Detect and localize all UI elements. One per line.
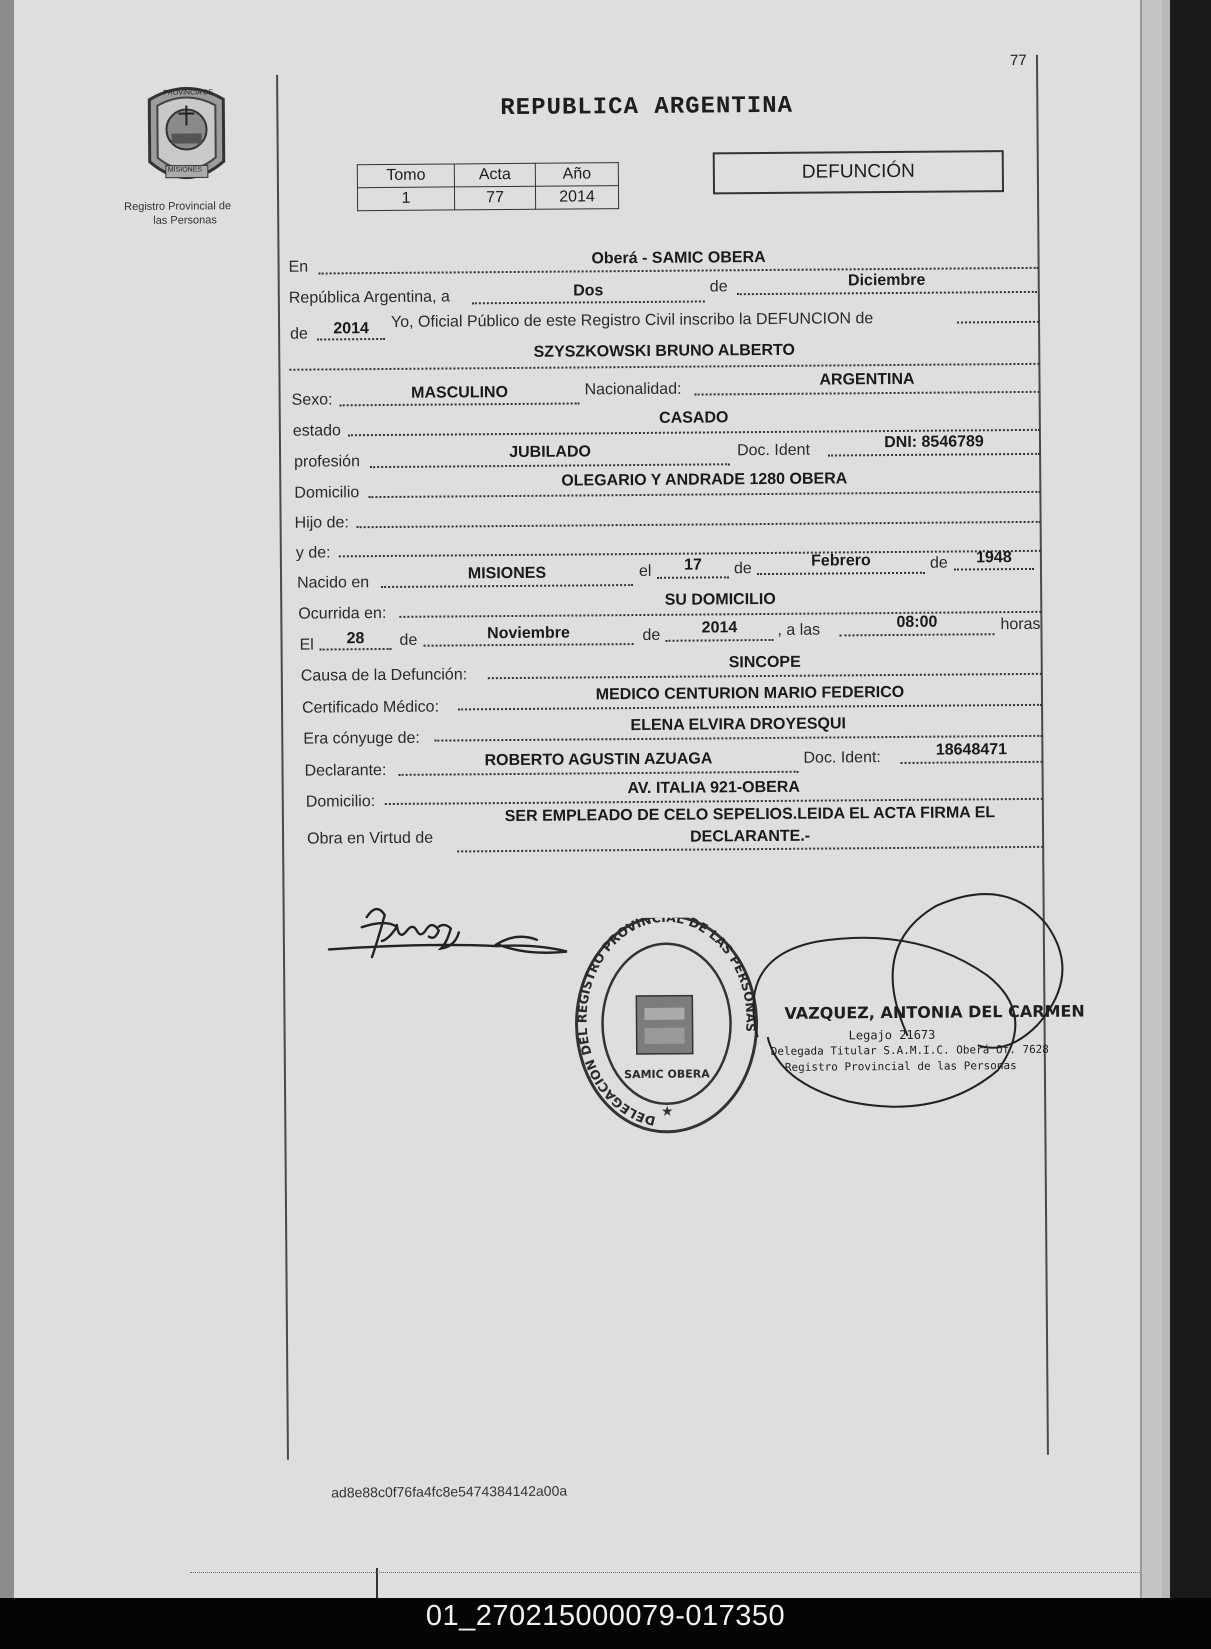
label-en: En (288, 258, 309, 276)
table-header-tomo: Tomo (357, 164, 454, 188)
dots-doc-2 (900, 761, 1042, 764)
left-margin-line (276, 75, 289, 1460)
dots-nac-dia (657, 576, 729, 579)
province-seal (135, 81, 238, 197)
stamp-ring-text: DELEGACIÓN DEL REGISTRO PROVINCIAL DE LAS PERSONAS (574, 917, 759, 1129)
official-role: Delegada Titular S.A.M.I.C. Oberá Of. 7628 (770, 1042, 1049, 1058)
official-office: Registro Provincial de las Personas (784, 1059, 1017, 1074)
value-sexo: MASCULINO (411, 384, 509, 402)
document-hash: ad8e88c0f76fa4fc8e5474384142a00a (331, 1482, 568, 1501)
dots-nac-mes (757, 572, 925, 575)
label-alas: , a las (777, 621, 821, 639)
value-def-mes: Noviembre (487, 624, 570, 643)
value-ocurrida: SU DOMICILIO (664, 590, 776, 609)
value-obra-1: SER EMPLEADO DE CELO SEPELIOS.LEIDA EL ACTA FIRMA EL (504, 804, 996, 826)
dots-declarante (399, 771, 799, 776)
official-legajo: Legajo 21673 (848, 1027, 936, 1043)
label-republica: República Argentina, a (288, 288, 450, 307)
label-doc-2: Doc. Ident: (803, 749, 881, 767)
value-doc: DNI: 8546789 (884, 433, 984, 452)
seal-text-bottom: MISIONES (167, 166, 203, 174)
bottom-dotted-line (190, 1572, 1140, 1573)
dots-nac-anio (954, 568, 1034, 571)
label-el: el (638, 562, 652, 581)
table-value-anio: 2014 (535, 186, 618, 210)
value-anio: 2014 (333, 320, 369, 338)
value-def-dia: 28 (346, 630, 365, 648)
value-declarante: ROBERTO AGUSTIN AZUAGA (484, 750, 713, 770)
value-dia: Dos (573, 282, 604, 300)
value-estado: CASADO (659, 409, 729, 427)
label-nacionalidad: Nacionalidad: (584, 380, 682, 399)
value-nac-dia: 17 (683, 556, 702, 574)
value-certificado: MEDICO CENTURION MARIO FEDERICO (595, 683, 905, 704)
dots-certificado (458, 704, 1042, 711)
dots-nacionalidad (695, 391, 1040, 396)
label-domicilio: Domicilio (294, 484, 360, 502)
value-nombre: SZYSZKOWSKI BRUNO ALBERTO (533, 341, 795, 361)
label-horas: horas (1000, 615, 1041, 634)
value-nac-mes: Febrero (811, 552, 871, 570)
label-de-3: de (733, 560, 752, 578)
dots-def-anio (666, 639, 774, 642)
svg-text:★: ★ (660, 1102, 674, 1119)
value-causa: SINCOPE (728, 653, 801, 672)
label-certificado: Certificado Médico: (301, 698, 440, 717)
value-nacionalidad: ARGENTINA (819, 370, 915, 389)
value-profesion: JUBILADO (509, 443, 592, 462)
value-def-anio: 2014 (701, 619, 738, 637)
label-conyuge: Era cónyuge de: (303, 729, 420, 748)
label-ocurrida: Ocurrida en: (298, 604, 387, 623)
label-obra: Obra en Virtud de (307, 829, 434, 848)
value-def-hora: 08:00 (896, 613, 938, 631)
label-doc: Doc. Ident (736, 441, 811, 460)
registry-table (357, 162, 619, 211)
value-mes: Diciembre (847, 271, 926, 290)
label-declarante: Declarante: (304, 761, 387, 780)
document-title: REPUBLICA ARGENTINA (500, 92, 794, 123)
page-number: 77 (1009, 51, 1027, 70)
value-domicilio-2: AV. ITALIA 921-OBERA (627, 778, 800, 798)
dots-dia (472, 300, 705, 304)
label-hijo: Hijo de: (294, 514, 349, 532)
declarant-signature (327, 895, 598, 977)
official-name: VAZQUEZ, ANTONIA DEL CARMEN (784, 1001, 1085, 1023)
dots-hijo (357, 521, 1041, 528)
value-conyuge: ELENA ELVIRA DROYESQUI (630, 715, 846, 735)
label-yo: Yo, Oficial Público de este Registro Civil inscribo la DEFUNCION de (390, 310, 874, 331)
org-name-line2: las Personas (153, 214, 217, 227)
dots-domicilio (368, 491, 1040, 498)
value-nac-anio: 1948 (976, 549, 1012, 567)
org-name-line1: Registro Provincial de (124, 200, 232, 214)
table-header-anio: Año (535, 163, 618, 187)
seal-text-top: PROVINCIA DE (163, 89, 214, 97)
dots-def-mes (424, 643, 634, 647)
official-stamp (572, 917, 762, 1140)
table-value-tomo: 1 (357, 187, 454, 211)
value-en: Oberá - SAMIC OBERA (591, 248, 766, 268)
label-profesion: profesión (294, 453, 361, 471)
dots-nombre (289, 363, 1039, 371)
value-doc-2: 18648471 (935, 741, 1008, 759)
label-nacido: Nacido en (297, 574, 370, 592)
table-value-acta: 77 (454, 186, 535, 210)
label-de-4: de (929, 554, 948, 572)
label-yde: y de: (295, 544, 331, 562)
value-nacido: MISIONES (467, 564, 547, 583)
label-causa: Causa de la Defunción: (300, 666, 468, 685)
scan-footer-id: 01_270215000079-017350 (425, 1600, 786, 1632)
value-domicilio: OLEGARIO Y ANDRADE 1280 OBERA (561, 470, 848, 490)
dots-profesion (370, 463, 730, 468)
record-type-box: DEFUNCIÓN (713, 150, 1004, 194)
label-de-6: de (642, 626, 661, 644)
label-estado: estado (292, 422, 341, 440)
label-sexo: Sexo: (291, 391, 333, 409)
label-domicilio-2: Domicilio: (305, 793, 376, 811)
dots-yo-end (957, 321, 1039, 324)
dots-doc (828, 453, 1040, 457)
dots-mes (737, 291, 1037, 295)
dots-def-hora (839, 633, 994, 636)
value-obra-2: DECLARANTE.- (690, 827, 811, 846)
label-de-5: de (399, 631, 418, 649)
stamp-inner-text: SAMIC OBERA (624, 1067, 710, 1082)
label-de-2: de (290, 325, 308, 343)
dots-nacido (381, 584, 633, 588)
table-header-acta: Acta (454, 163, 535, 187)
label-de-1: de (709, 278, 728, 296)
dots-causa (488, 673, 1042, 679)
label-el-2: El (299, 636, 314, 654)
